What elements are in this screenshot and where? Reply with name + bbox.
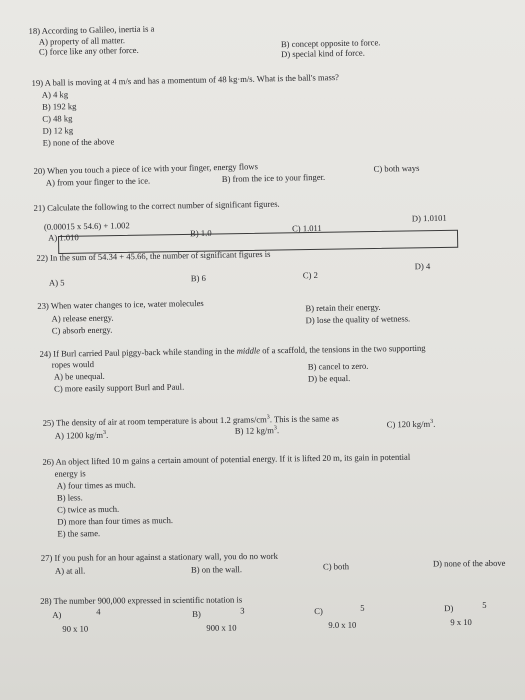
q24-option-a: A) be unequal. xyxy=(53,370,105,382)
q21-stem: 21) Calculate the following to the correct number of significant figures. xyxy=(33,198,280,213)
q20-option-c: C) both ways xyxy=(373,162,420,174)
q27-option-a: A) at all. xyxy=(54,565,86,576)
q21-option-b: B) 1.0 xyxy=(190,227,212,239)
q23-option-c: C) absorb energy. xyxy=(51,324,113,336)
q20-stem: 20) When you touch a piece of ice with your finger, energy flows xyxy=(33,161,259,176)
q28-option-b-base: 900 x 10 xyxy=(206,622,237,633)
q24-option-b: B) cancel to zero. xyxy=(307,360,369,372)
q26-stem-line2: energy is xyxy=(54,468,86,479)
q25-stem: 25) The density of air at room temperature is about 1.2 grams/$cm^3$. This is the same as xyxy=(42,413,339,428)
q19-option-a: A) 4 kg xyxy=(41,89,69,100)
q26-stem-line1: 26) An object lifted 10 m gains a certain amount of potential energy. If it is lifted 20 m, its gain in potential xyxy=(42,451,411,467)
q19-option-c: C) 48 kg xyxy=(42,113,73,124)
q23-option-b: B) retain their energy. xyxy=(305,301,381,314)
q28-option-c-base: 9.0 x 10 xyxy=(328,619,357,630)
q26-option-d: D) more than four times as much. xyxy=(57,515,174,527)
q28-option-c-label: C) xyxy=(314,605,323,617)
q20-option-b: B) from the ice to your finger. xyxy=(221,171,326,184)
q22-stem: 22) In the sum of 54.34 + 45.66, the number of significant figures is xyxy=(36,248,271,263)
q21-option-c: C) 1.011 xyxy=(291,222,322,234)
q25-option-c: C) 120 $kg/m^3$. xyxy=(386,418,436,430)
q28-option-d-label: D) xyxy=(444,603,454,614)
q18-option-b: B) concept opposite to force. xyxy=(280,37,381,50)
q27-option-c: C) both xyxy=(322,561,350,572)
q26-option-a: A) four times as much. xyxy=(56,479,136,491)
q28-stem: 28) The number 900,000 expressed in scientific notation is xyxy=(40,594,243,606)
q28-option-b-label: B) xyxy=(192,608,201,619)
q28-option-a-base: 90 x 10 xyxy=(62,623,89,634)
q24-option-c: C) more easily support Burl and Paul. xyxy=(54,381,185,394)
q18-option-d: D) special kind of force. xyxy=(280,47,365,60)
q26-option-e: E) the same. xyxy=(57,528,101,539)
q24-stem-line1: 24) If Burl carried Paul piggy-back while standing in the middle of a scaffold, the tensions in the two supporting xyxy=(39,342,426,359)
q19-option-b: B) 192 kg xyxy=(41,101,77,112)
q28-option-a-exponent: 4 xyxy=(96,606,101,617)
q26-option-c: C) twice as much. xyxy=(57,503,120,515)
q21-option-a: A) 1.010 xyxy=(48,232,79,243)
q20-option-a: A) from your finger to the ice. xyxy=(45,175,151,188)
q22-option-b: B) 6 xyxy=(190,272,207,284)
q18-option-a: A) property of all matter. xyxy=(38,35,126,47)
q25-option-a: A) 1200 $kg/m^3$. xyxy=(54,429,109,441)
q22-option-d: D) 4 xyxy=(414,261,431,272)
q28-option-d-base: 9 x 10 xyxy=(450,616,472,628)
q23-option-a: A) release energy. xyxy=(51,312,114,324)
q19-option-e: E) none of the above xyxy=(42,136,115,148)
q28-option-b-exponent: 3 xyxy=(240,605,245,616)
q25-option-b: B) 12 $kg/m^3$. xyxy=(234,425,280,436)
q24-option-d: D) be equal. xyxy=(307,372,351,384)
q27-stem: 27) If you push for an hour against a stationary wall, you do no work xyxy=(40,550,278,563)
q28-option-c-exponent: 5 xyxy=(360,602,365,613)
q22-option-a: A) 5 xyxy=(48,277,65,288)
q18-option-c: C) force like any other force. xyxy=(38,44,139,57)
q21-expression: (0.00015 x 54.6) + 1.002 xyxy=(43,220,130,232)
q26-option-b: B) less. xyxy=(56,492,83,503)
q28-option-d-exponent: 5 xyxy=(482,599,487,610)
q28-option-a-label: A) xyxy=(52,609,62,620)
q27-option-d: D) none of the above xyxy=(432,557,506,569)
q23-stem: 23) When water changes to ice, water molecules xyxy=(37,297,204,311)
q18-stem: 18) According to Galileo, inertia is a xyxy=(28,23,155,36)
q19-option-d: D) 12 kg xyxy=(42,125,74,136)
q24-stem-line2: ropes would xyxy=(51,359,95,370)
q27-option-b: B) on the wall. xyxy=(190,564,243,575)
q23-option-d: D) lose the quality of wetness. xyxy=(305,313,411,326)
q22-option-c: C) 2 xyxy=(302,269,318,281)
q19-stem: 19) A ball is moving at 4 m/s and has a momentum of 48 kg·m/s. What is the ball's mass? xyxy=(31,72,340,88)
q21-option-d: D) 1.0101 xyxy=(411,212,447,224)
